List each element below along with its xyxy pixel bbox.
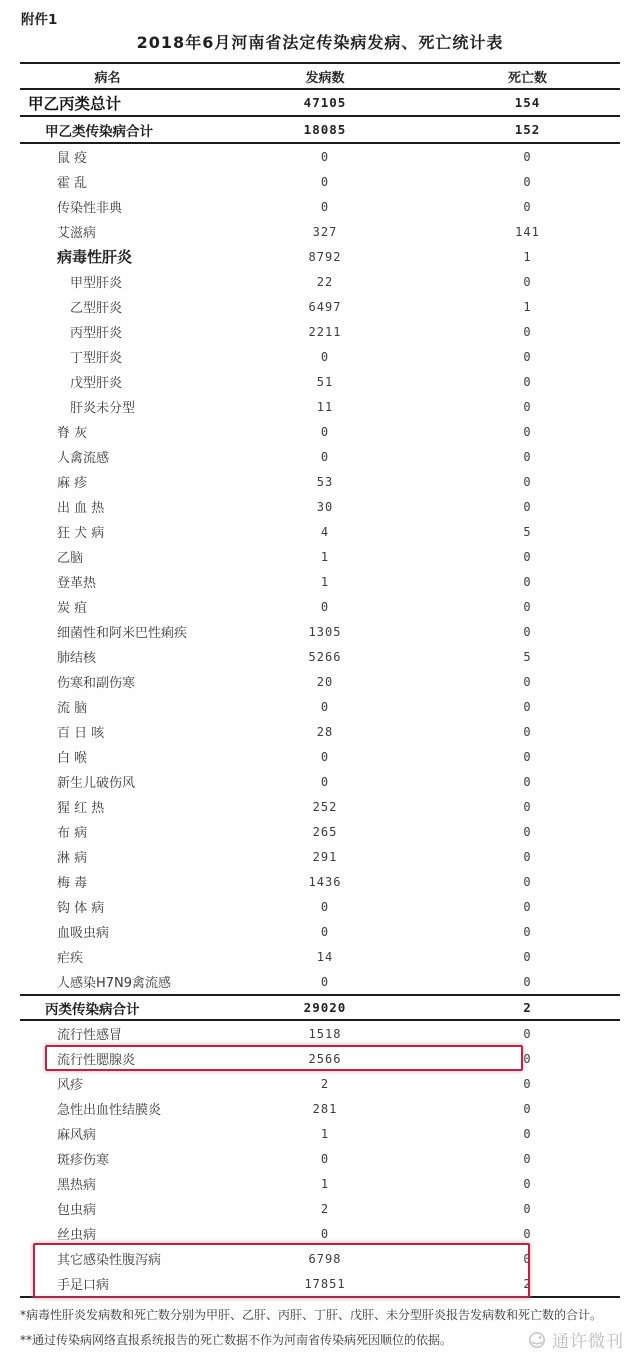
cases-cell: 53 bbox=[316, 474, 334, 489]
deaths-cell: 0 bbox=[523, 1076, 532, 1091]
cases-cell: 1 bbox=[320, 1176, 330, 1191]
disease-name-cell: 血吸虫病 bbox=[57, 926, 110, 941]
cases-cell: 0 bbox=[320, 749, 330, 764]
cases-cell: 0 bbox=[320, 774, 330, 789]
deaths-cell: 0 bbox=[523, 874, 532, 889]
cases-cell: 1 bbox=[320, 549, 330, 564]
table-row bbox=[20, 769, 620, 794]
cases-cell: 6798 bbox=[308, 1251, 342, 1266]
deaths-cell: 152 bbox=[514, 122, 541, 137]
deaths-cell: 0 bbox=[523, 349, 532, 364]
deaths-cell: 0 bbox=[523, 274, 532, 289]
column-header-disease-name: 病名 bbox=[94, 70, 121, 86]
disease-name-cell: 黑热病 bbox=[57, 1178, 97, 1193]
deaths-cell: 0 bbox=[523, 1176, 532, 1191]
stats-table bbox=[20, 62, 620, 1298]
disease-name-cell: 麻风病 bbox=[57, 1128, 97, 1143]
deaths-cell: 0 bbox=[523, 824, 532, 839]
cases-cell: 1305 bbox=[308, 624, 342, 639]
table-row bbox=[20, 444, 620, 469]
cases-cell: 281 bbox=[312, 1101, 338, 1116]
disease-name-cell: 白 喉 bbox=[57, 751, 88, 766]
cases-cell: 0 bbox=[320, 199, 330, 214]
table-row bbox=[20, 894, 620, 919]
deaths-cell: 5 bbox=[523, 649, 532, 664]
cases-cell: 5266 bbox=[308, 649, 342, 664]
deaths-cell: 154 bbox=[514, 95, 541, 110]
deaths-cell: 0 bbox=[523, 949, 532, 964]
cases-cell: 4 bbox=[320, 524, 330, 539]
deaths-cell: 0 bbox=[523, 849, 532, 864]
deaths-cell: 0 bbox=[523, 1226, 532, 1241]
table-row bbox=[20, 619, 620, 644]
table-header bbox=[20, 62, 620, 90]
table-row bbox=[20, 194, 620, 219]
table-row bbox=[20, 219, 620, 244]
table-row bbox=[20, 169, 620, 194]
deaths-cell: 0 bbox=[523, 474, 532, 489]
deaths-cell: 0 bbox=[523, 624, 532, 639]
table-row bbox=[20, 669, 620, 694]
cases-cell: 0 bbox=[320, 349, 330, 364]
disease-name-cell: 伤寒和副伤寒 bbox=[57, 676, 136, 691]
cases-cell: 2211 bbox=[308, 324, 342, 339]
deaths-cell: 0 bbox=[523, 674, 532, 689]
deaths-cell: 0 bbox=[523, 1026, 532, 1041]
deaths-cell: 0 bbox=[523, 1151, 532, 1166]
table-row bbox=[20, 1021, 620, 1046]
disease-name-cell: 梅 毒 bbox=[57, 876, 88, 891]
table-row bbox=[20, 294, 620, 319]
deaths-cell: 5 bbox=[523, 524, 532, 539]
cases-cell: 6497 bbox=[308, 299, 342, 314]
watermark bbox=[527, 1327, 624, 1352]
cases-cell: 29020 bbox=[303, 1000, 347, 1015]
deaths-cell: 2 bbox=[523, 1276, 532, 1291]
table-row bbox=[20, 919, 620, 944]
disease-name-cell: 疟疾 bbox=[57, 951, 84, 966]
cases-cell: 2 bbox=[320, 1201, 330, 1216]
table-row bbox=[20, 269, 620, 294]
deaths-cell: 0 bbox=[523, 799, 532, 814]
disease-name-cell: 乙脑 bbox=[57, 551, 84, 566]
disease-name-cell: 甲乙类传染病合计 bbox=[45, 123, 153, 140]
cases-cell: 1 bbox=[320, 574, 330, 589]
disease-name-cell: 包虫病 bbox=[57, 1203, 97, 1218]
table-row bbox=[20, 594, 620, 619]
disease-name-cell: 肺结核 bbox=[57, 651, 97, 666]
cases-cell: 0 bbox=[320, 424, 330, 439]
disease-name-cell: 细菌性和阿米巴性痢疾 bbox=[57, 626, 188, 641]
deaths-cell: 0 bbox=[523, 899, 532, 914]
disease-name-cell: 百 日 咳 bbox=[57, 726, 105, 741]
cases-cell: 0 bbox=[320, 1151, 330, 1166]
cases-cell: 2 bbox=[320, 1076, 330, 1091]
deaths-cell: 0 bbox=[523, 374, 532, 389]
table-row bbox=[20, 1096, 620, 1121]
disease-name-cell: 风疹 bbox=[57, 1078, 84, 1093]
column-header-cases: 发病数 bbox=[305, 70, 345, 86]
cases-cell: 252 bbox=[312, 799, 338, 814]
table-row bbox=[20, 244, 620, 269]
disease-name-cell: 病毒性肝炎 bbox=[57, 248, 133, 266]
disease-name-cell: 传染性非典 bbox=[57, 201, 123, 216]
table-row bbox=[20, 1246, 620, 1271]
deaths-cell: 0 bbox=[523, 574, 532, 589]
table-row bbox=[20, 469, 620, 494]
disease-name-cell: 丝虫病 bbox=[57, 1228, 97, 1243]
deaths-cell: 0 bbox=[523, 324, 532, 339]
disease-name-cell: 流行性感冒 bbox=[57, 1028, 123, 1043]
disease-name-cell: 布 病 bbox=[57, 826, 88, 841]
deaths-cell: 0 bbox=[523, 1201, 532, 1216]
disease-name-cell: 戊型肝炎 bbox=[70, 376, 123, 391]
disease-name-cell: 新生儿破伤风 bbox=[57, 776, 136, 791]
disease-name-cell: 丙类传染病合计 bbox=[45, 1001, 140, 1018]
cases-cell: 18085 bbox=[303, 122, 347, 137]
disease-name-cell: 流 脑 bbox=[57, 701, 88, 716]
disease-name-cell: 钩 体 病 bbox=[57, 901, 105, 916]
table-row bbox=[20, 319, 620, 344]
cases-cell: 20 bbox=[316, 674, 334, 689]
cases-cell: 0 bbox=[320, 974, 330, 989]
watermark-logo-icon bbox=[527, 1330, 547, 1350]
cases-cell: 327 bbox=[312, 224, 338, 239]
cases-cell: 0 bbox=[320, 174, 330, 189]
table-row bbox=[20, 1071, 620, 1096]
disease-name-cell: 人感染H7N9禽流感 bbox=[57, 976, 172, 991]
table-row bbox=[20, 519, 620, 544]
disease-name-cell: 艾滋病 bbox=[57, 226, 97, 241]
cases-cell: 291 bbox=[312, 849, 338, 864]
cases-cell: 14 bbox=[316, 949, 334, 964]
cases-cell: 8792 bbox=[308, 249, 342, 264]
table-row bbox=[20, 1121, 620, 1146]
table-row bbox=[20, 1146, 620, 1171]
deaths-cell: 2 bbox=[523, 1000, 532, 1015]
deaths-cell: 0 bbox=[523, 749, 532, 764]
cases-cell: 1436 bbox=[308, 874, 342, 889]
cases-cell: 2566 bbox=[308, 1051, 342, 1066]
table-row bbox=[20, 544, 620, 569]
cases-cell: 0 bbox=[320, 599, 330, 614]
disease-name-cell: 其它感染性腹泻病 bbox=[57, 1253, 162, 1268]
table-row bbox=[20, 117, 620, 144]
table-row bbox=[20, 90, 620, 117]
table-row bbox=[20, 694, 620, 719]
deaths-cell: 141 bbox=[515, 224, 540, 239]
table-row bbox=[20, 1196, 620, 1221]
cases-cell: 22 bbox=[316, 274, 334, 289]
disease-name-cell: 脊 灰 bbox=[57, 426, 88, 441]
disease-name-cell: 丙型肝炎 bbox=[70, 326, 123, 341]
table-row bbox=[20, 494, 620, 519]
disease-name-cell: 鼠 疫 bbox=[57, 151, 88, 166]
cases-cell: 28 bbox=[316, 724, 334, 739]
disease-name-cell: 流行性腮腺炎 bbox=[57, 1053, 136, 1068]
table-row bbox=[20, 344, 620, 369]
disease-name-cell: 霍 乱 bbox=[57, 176, 88, 191]
deaths-cell: 0 bbox=[523, 1101, 532, 1116]
disease-name-cell: 急性出血性结膜炎 bbox=[57, 1103, 162, 1118]
disease-name-cell: 甲乙丙类总计 bbox=[28, 94, 122, 113]
deaths-cell: 0 bbox=[523, 149, 532, 164]
deaths-cell: 1 bbox=[523, 299, 532, 314]
footnote: **通过传染病网络直报系统报告的死亡数据不作为河南省传染病死因顺位的依据。 bbox=[20, 1333, 453, 1347]
deaths-cell: 0 bbox=[523, 499, 532, 514]
table-row bbox=[20, 394, 620, 419]
table-row bbox=[20, 419, 620, 444]
table-row bbox=[20, 369, 620, 394]
deaths-cell: 0 bbox=[523, 974, 532, 989]
deaths-cell: 0 bbox=[523, 724, 532, 739]
deaths-cell: 0 bbox=[523, 1251, 532, 1266]
deaths-cell: 1 bbox=[523, 249, 532, 264]
cases-cell: 51 bbox=[316, 374, 334, 389]
deaths-cell: 0 bbox=[523, 699, 532, 714]
footnote: *病毒性肝炎发病数和死亡数分别为甲肝、乙肝、丙肝、丁肝、戊肝、未分型肝炎报告发病数和死亡数的合计。 bbox=[20, 1308, 603, 1322]
cases-cell: 1518 bbox=[308, 1026, 342, 1041]
table-row bbox=[20, 794, 620, 819]
deaths-cell: 0 bbox=[523, 1051, 532, 1066]
cases-cell: 17851 bbox=[304, 1276, 346, 1291]
disease-name-cell: 麻 疹 bbox=[57, 476, 88, 491]
table-row bbox=[20, 844, 620, 869]
table-row bbox=[20, 869, 620, 894]
cases-cell: 11 bbox=[316, 399, 334, 414]
deaths-cell: 0 bbox=[523, 199, 532, 214]
cases-cell: 0 bbox=[320, 899, 330, 914]
watermark-text: 通许微刊 bbox=[552, 1332, 624, 1352]
cases-cell: 0 bbox=[320, 699, 330, 714]
disease-name-cell: 炭 疽 bbox=[57, 601, 88, 616]
disease-name-cell: 斑疹伤寒 bbox=[57, 1153, 110, 1168]
deaths-cell: 0 bbox=[523, 774, 532, 789]
table-row bbox=[20, 569, 620, 594]
disease-name-cell: 登革热 bbox=[57, 576, 97, 591]
deaths-cell: 0 bbox=[523, 924, 532, 939]
cases-cell: 0 bbox=[320, 924, 330, 939]
table-row bbox=[20, 944, 620, 969]
table-row bbox=[20, 1171, 620, 1196]
cases-cell: 0 bbox=[320, 149, 330, 164]
disease-name-cell: 人禽流感 bbox=[57, 451, 110, 466]
table-row bbox=[20, 969, 620, 994]
deaths-cell: 0 bbox=[523, 1126, 532, 1141]
table-row bbox=[20, 1271, 620, 1296]
cases-cell: 0 bbox=[320, 449, 330, 464]
disease-name-cell: 甲型肝炎 bbox=[70, 276, 123, 291]
deaths-cell: 0 bbox=[523, 174, 532, 189]
cases-cell: 265 bbox=[312, 824, 338, 839]
table-row bbox=[20, 644, 620, 669]
cases-cell: 0 bbox=[320, 1226, 330, 1241]
deaths-cell: 0 bbox=[523, 549, 532, 564]
table-row bbox=[20, 1221, 620, 1246]
table-row bbox=[20, 719, 620, 744]
disease-name-cell: 猩 红 热 bbox=[57, 801, 105, 816]
deaths-cell: 0 bbox=[523, 449, 532, 464]
cases-cell: 1 bbox=[320, 1126, 330, 1141]
table-row bbox=[20, 819, 620, 844]
deaths-cell: 0 bbox=[523, 399, 532, 414]
disease-name-cell: 乙型肝炎 bbox=[70, 301, 123, 316]
disease-name-cell: 肝炎未分型 bbox=[70, 401, 136, 416]
table-row bbox=[20, 1046, 620, 1071]
table-row bbox=[20, 744, 620, 769]
table-row bbox=[20, 994, 620, 1021]
column-header-deaths: 死亡数 bbox=[507, 70, 547, 86]
cases-cell: 47105 bbox=[303, 95, 347, 110]
table-body bbox=[20, 90, 620, 1298]
disease-name-cell: 丁型肝炎 bbox=[70, 351, 123, 366]
deaths-cell: 0 bbox=[523, 599, 532, 614]
disease-name-cell: 淋 病 bbox=[57, 851, 88, 866]
disease-name-cell: 手足口病 bbox=[57, 1278, 110, 1293]
disease-name-cell: 狂 犬 病 bbox=[57, 526, 105, 541]
attachment-label: 附件1 bbox=[21, 12, 58, 28]
disease-name-cell: 出 血 热 bbox=[57, 501, 105, 516]
table-row bbox=[20, 144, 620, 169]
page-title: 2018年6月河南省法定传染病发病、死亡统计表 bbox=[136, 33, 504, 52]
deaths-cell: 0 bbox=[523, 424, 532, 439]
cases-cell: 30 bbox=[316, 499, 334, 514]
